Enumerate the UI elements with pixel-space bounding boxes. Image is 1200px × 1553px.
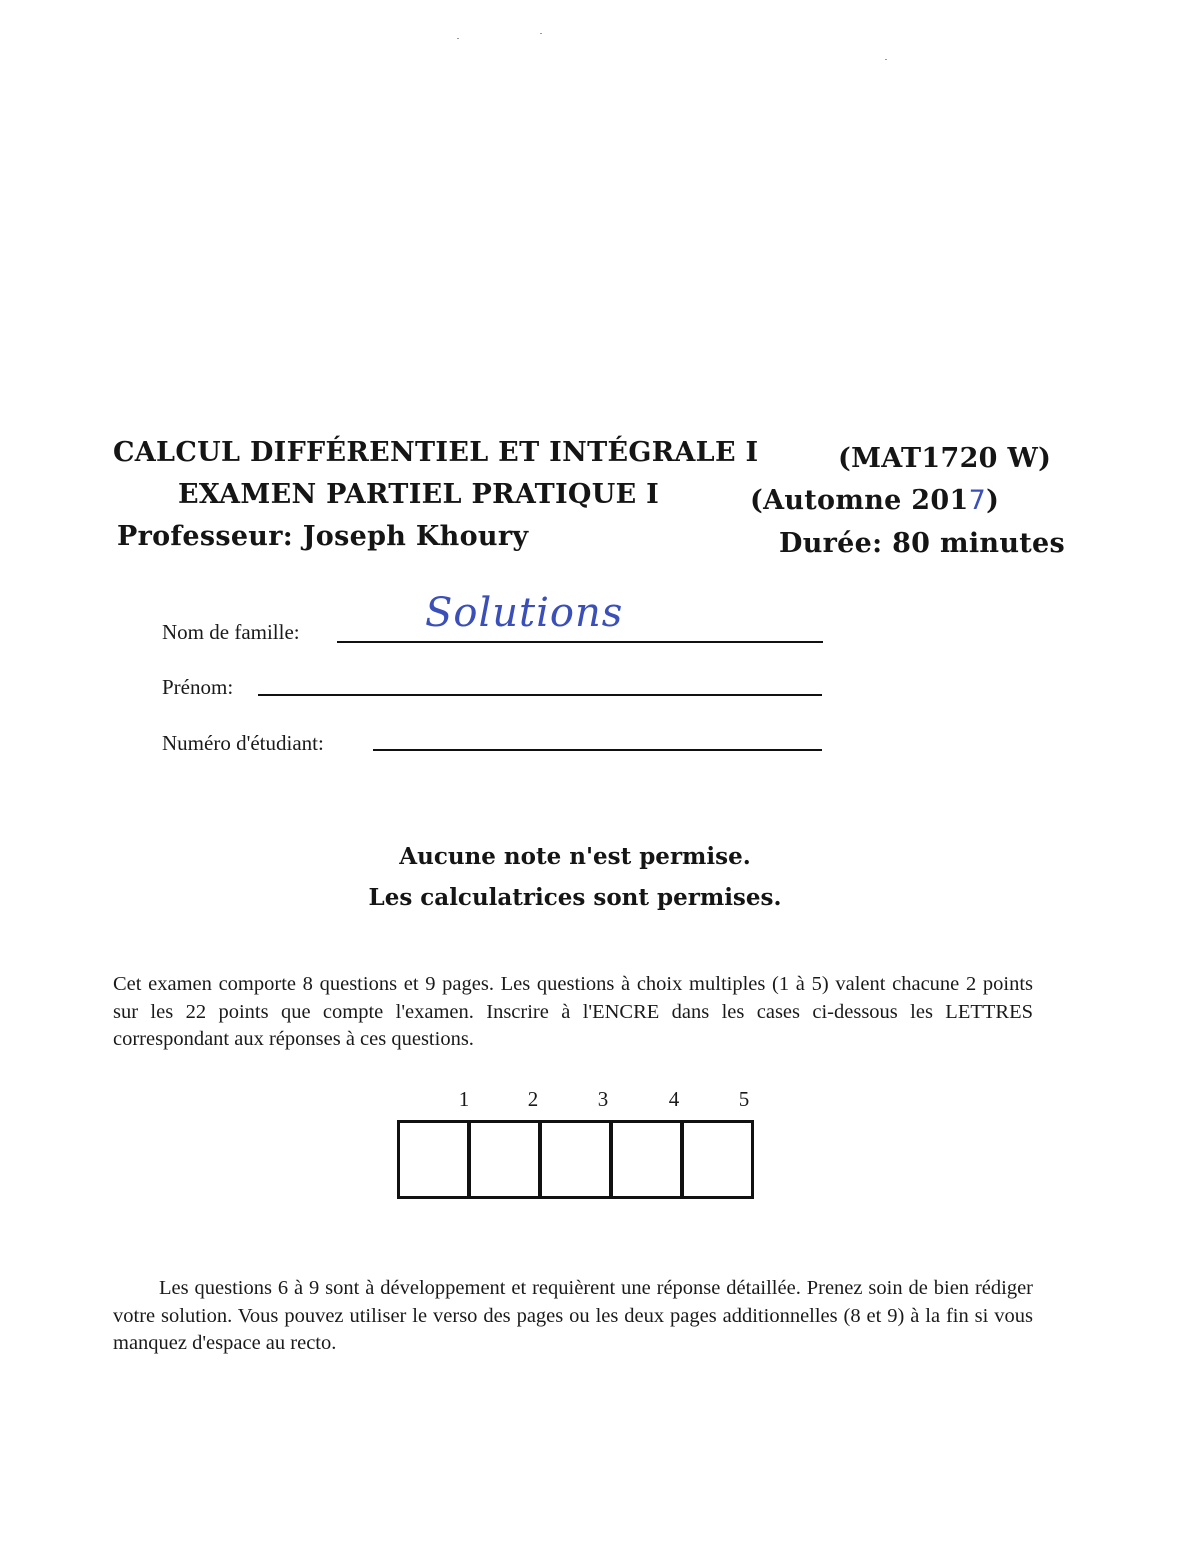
course-title: CALCUL DIFFÉRENTIEL ET INTÉGRALE I [113,437,759,468]
answer-box-label-1: 1 [458,1087,470,1111]
long-answer-instructions: Les questions 6 à 9 sont à développement et requièrent une réponse détaillée. Prenez soin de bien rédiger votre solution. Vous pouvez utiliser le verso des pages ou les deux pages additionnelles (8 et 9) à la fin si vous manquez d'espace au recto. [113,1277,1033,1354]
student-number-label: Numéro d'étudiant: [162,731,324,755]
exam-term [750,485,999,516]
family-name-handwritten-value: Solutions [425,590,624,636]
answer-box-3[interactable] [542,1123,613,1196]
scan-speck [540,33,542,34]
calculators-notice: Les calculatrices sont permises. [368,884,782,911]
family-name-label: Nom de famille: [162,620,300,644]
answer-box-grid [397,1120,754,1199]
answer-box-4[interactable] [613,1123,684,1196]
term-prefix: (Automne 201 [750,485,969,516]
professor-name: Professeur: Joseph Khoury [117,521,529,552]
first-name-line[interactable] [258,694,822,696]
multiple-choice-instructions: Cet examen comporte 8 questions et 9 pages. Les questions à choix multiples (1 à 5) valent chacune 2 points sur les 22 points que compte l'examen. Inscrire à l'ENCRE dans les cases ci-dessous les LETTRES correspondant aux réponses à ces questions. [113,973,1033,1050]
course-code: (MAT1720 W) [838,443,1052,474]
no-notes-notice: Aucune note n'est permise. [399,843,751,870]
answer-box-label-4: 4 [668,1087,680,1111]
term-suffix: ) [986,485,1000,516]
exam-title: EXAMEN PARTIEL PRATIQUE I [178,479,660,510]
answer-box-5[interactable] [684,1123,754,1196]
scan-speck [885,59,887,60]
exam-duration: Durée: 80 minutes [779,528,1066,559]
answer-box-label-2: 2 [527,1087,539,1111]
answer-box-2[interactable] [471,1123,542,1196]
answer-box-label-5: 5 [738,1087,750,1111]
first-name-label: Prénom: [162,675,234,699]
family-name-line[interactable] [337,641,823,643]
answer-box-1[interactable] [400,1123,471,1196]
term-year-handwritten-digit: 7 [968,485,987,516]
answer-box-label-3: 3 [597,1087,609,1111]
student-number-line[interactable] [373,749,822,751]
scan-speck [457,38,459,39]
